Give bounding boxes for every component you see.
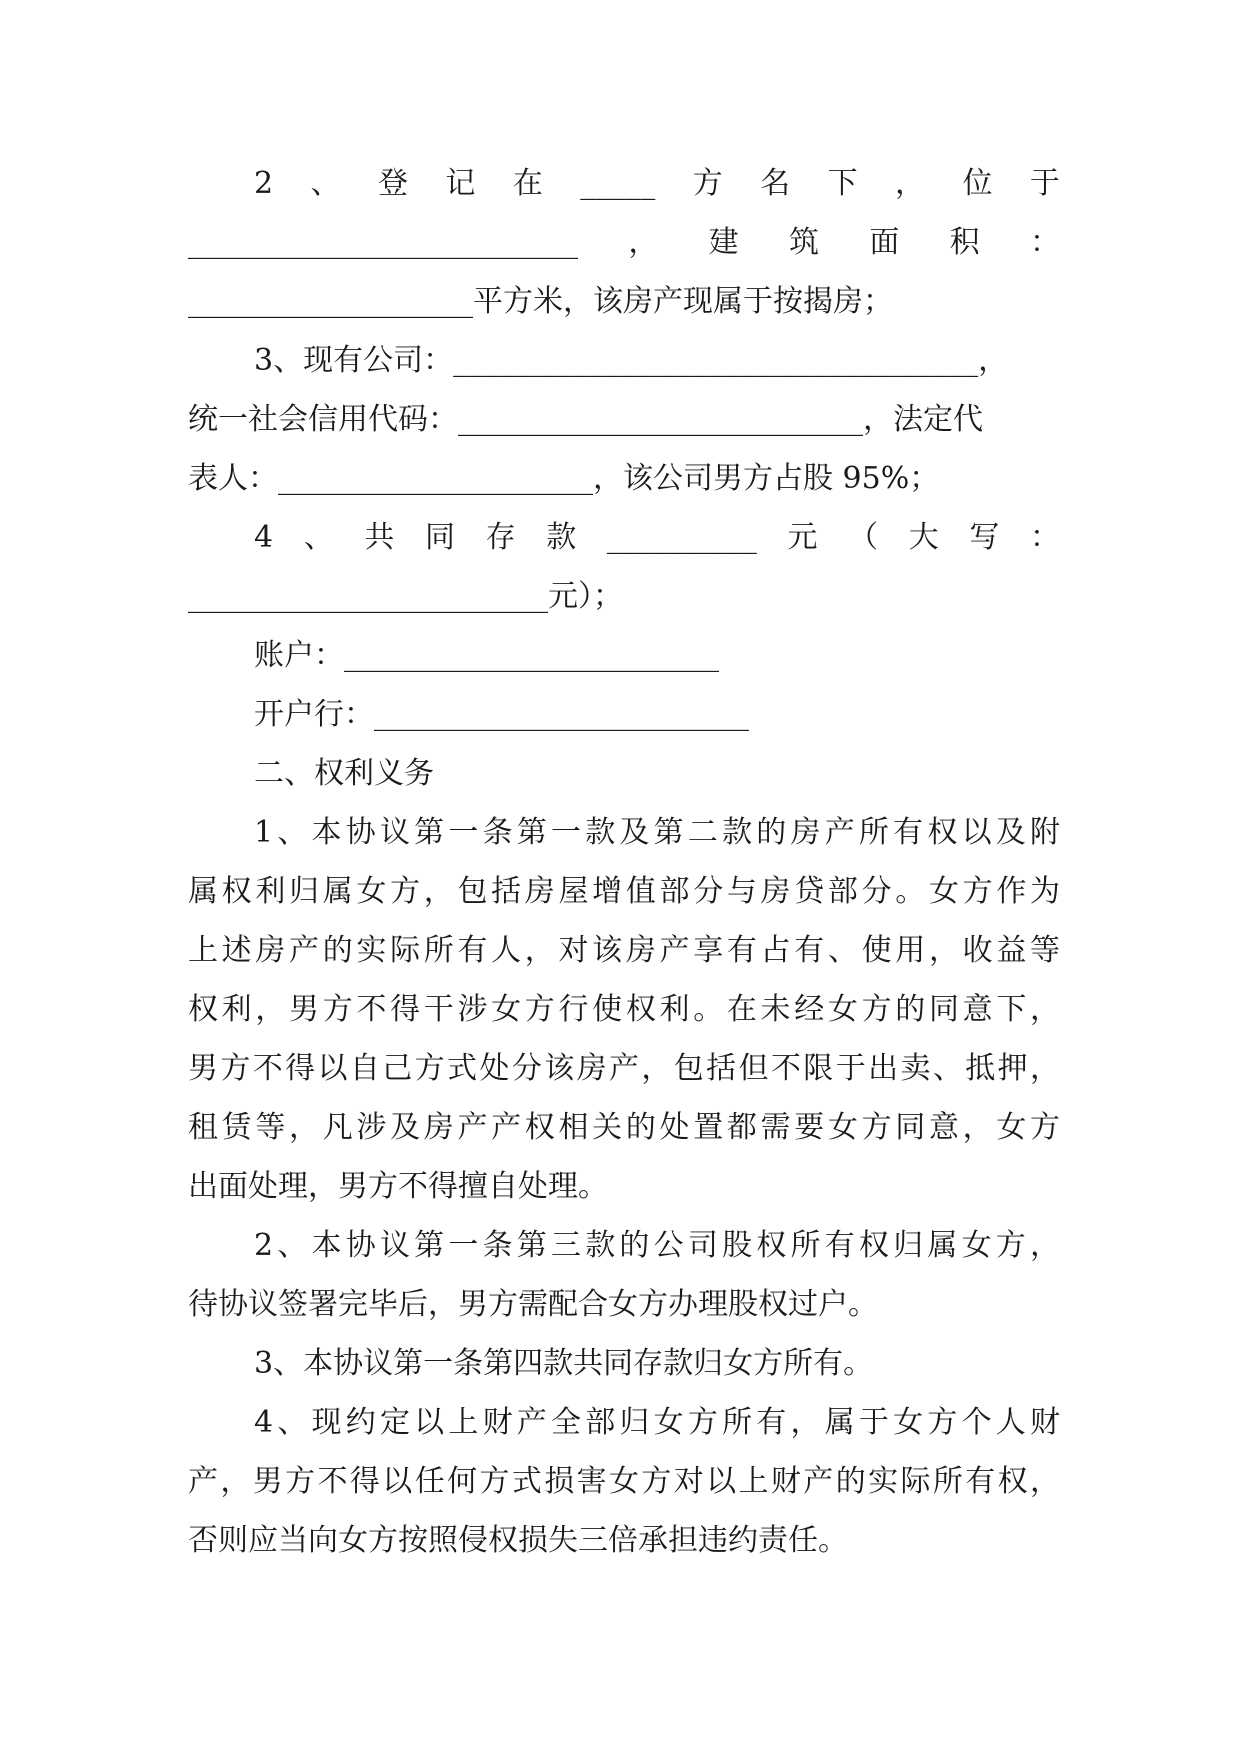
clause-2-1-line-7: 出面处理，男方不得擅自处理。 — [188, 1169, 608, 1204]
text-fragment: 在 — [512, 166, 543, 201]
clause-2-4-line-1: 4、现约定以上财产全部归女方所有，属于女方个人财 — [254, 1405, 1060, 1440]
clause-2-1-line-2: 属权利归属女方，包括房屋增值部分与房贷部分。女方作为 — [188, 874, 1060, 909]
clause-2-2-line-1: 2、本协议第一条第三款的公司股权所有权归属女方， — [254, 1228, 1060, 1263]
clause-1-3-line-2: 统一社会信用代码：___________________________，法定代 — [188, 402, 983, 437]
account-line: 账户：_________________________ — [254, 638, 719, 673]
text-fragment: 共 — [364, 520, 395, 555]
clause-2-1-line-4: 权利，男方不得干涉女方行使权利。在未经女方的同意下， — [188, 992, 1060, 1027]
text-fragment: ： — [1029, 225, 1060, 260]
text-fragment: 元 — [787, 520, 818, 555]
clause-2-1-line-6: 租赁等，凡涉及房产产权相关的处置都需要女方同意，女方 — [188, 1110, 1060, 1145]
text-fragment: 名 — [760, 166, 791, 201]
clause-1-2-line-1 — [254, 162, 1060, 206]
text-fragment: ， — [895, 166, 926, 201]
clause-2-1-line-3: 上述房产的实际所有人，对该房产享有占有、使用，收益等 — [188, 933, 1060, 968]
text-fragment: 记 — [445, 166, 476, 201]
clause-2-3-line-1: 3、本协议第一条第四款共同存款归女方所有。 — [254, 1346, 874, 1381]
text-fragment: 款 — [546, 520, 577, 555]
clause-1-3-line-1: 3、现有公司：___________________________________， — [254, 343, 1009, 378]
text-fragment: 存 — [485, 520, 516, 555]
text-fragment: （ — [848, 520, 879, 555]
text-fragment: 于 — [1029, 166, 1060, 201]
clause-2-1-line-1: 1、本协议第一条第一款及第二款的房产所有权以及附 — [254, 815, 1060, 850]
text-fragment: 2 — [254, 166, 274, 201]
section-heading-rights: 二、权利义务 — [254, 756, 434, 791]
clause-1-2-line-3: ___________________平方米，该房产现属于按揭房； — [188, 284, 893, 319]
clause-1-3-line-3: 表人：_____________________，该公司男方占股 95%； — [188, 461, 940, 496]
clause-2-2-line-2: 待协议签署完毕后，男方需配合女方办理股权过户。 — [188, 1287, 878, 1322]
text-fragment: 写 — [969, 520, 1000, 555]
clause-1-4-line-1 — [254, 516, 1060, 560]
text-fragment: ， — [628, 225, 659, 260]
clause-1-4-line-2: ________________________元）； — [188, 579, 623, 614]
clause-2-1-line-5: 男方不得以自己方式处分该房产，包括但不限于出卖、抵押， — [188, 1051, 1060, 1086]
text-fragment: 下 — [827, 166, 858, 201]
text-fragment: 、 — [303, 520, 334, 555]
text-fragment: 积 — [949, 225, 980, 260]
clause-1-2-line-2 — [188, 221, 1060, 265]
bank-line: 开户行：_________________________ — [254, 697, 749, 732]
blank-field: _____ — [580, 166, 656, 201]
text-fragment: 登 — [377, 166, 408, 201]
text-fragment: 位 — [962, 166, 993, 201]
text-fragment: 方 — [692, 166, 723, 201]
text-fragment: 大 — [908, 520, 939, 555]
text-fragment: 、 — [310, 166, 341, 201]
clause-2-4-line-2: 产，男方不得以任何方式损害女方对以上财产的实际所有权， — [188, 1464, 1060, 1499]
text-fragment: 建 — [708, 225, 739, 260]
text-fragment: 面 — [869, 225, 900, 260]
text-fragment: 筑 — [788, 225, 819, 260]
clause-2-4-line-3: 否则应当向女方按照侵权损失三倍承担违约责任。 — [188, 1523, 848, 1558]
text-fragment: 4 — [254, 520, 274, 555]
text-fragment: 同 — [424, 520, 455, 555]
text-fragment: ： — [1029, 520, 1060, 555]
blank-field: __________________________ — [188, 225, 578, 260]
blank-field: __________ — [606, 520, 757, 555]
